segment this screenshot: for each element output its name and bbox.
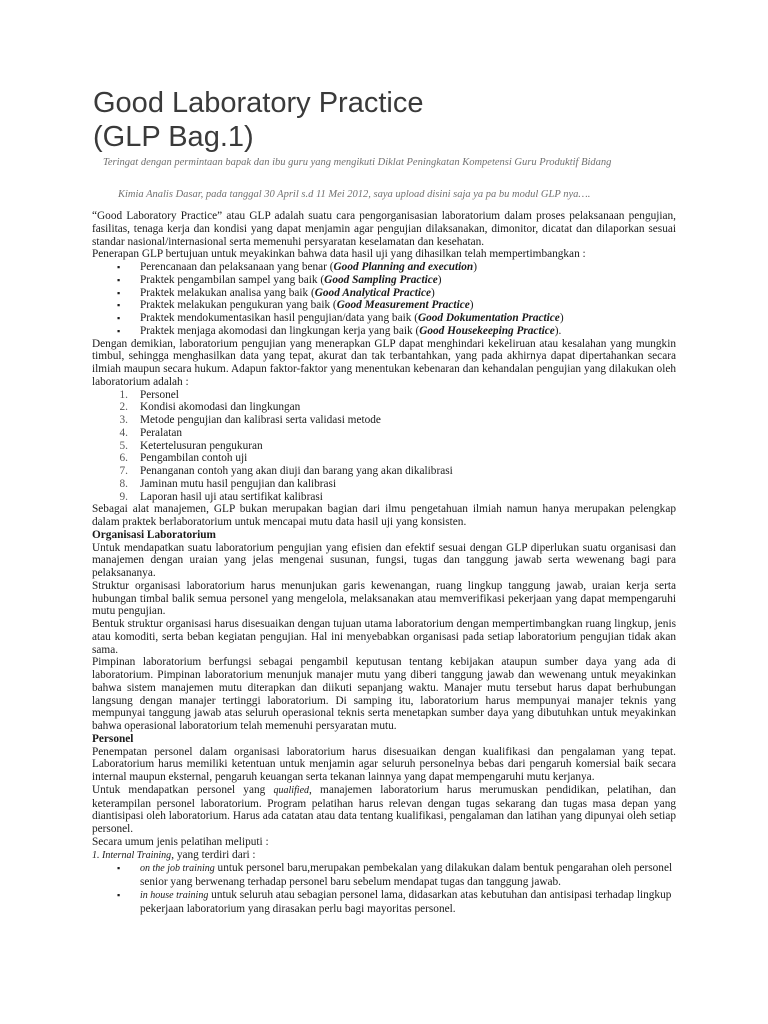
paragraph-management-tool: Sebagai alat manajemen, GLP bukan merupakan bagian dari ilmu pengetahuan ilmiah namun hanya merupakan pelengkap dalam praktek berlaboratorium untuk mencapai mutu data hasil uji yang konsisten. <box>92 503 676 528</box>
heading-organisasi: Organisasi Laboratorium <box>92 528 216 541</box>
paragraph-org-2: Struktur organisasi laboratorium harus menunjukan garis kewenangan, ruang lingkup tanggung jawab, uraian kerja serta hubungan timbal balik semua personel yang mengelola, melaksanakan atau memverifikasi pekerjaan yang dapat mempengaruhi mutu pengujian. <box>92 579 676 618</box>
training-list <box>92 862 676 915</box>
list-item: ▪ on the job training untuk personel baru,merupakan pembekalan yang dilakukan dalam bentuk pengarahan oleh personel senior yang berwenang terhadap personel baru sebelum mendapat tugas dan tanggung jawab. <box>92 862 676 889</box>
paragraph-pers-2: Untuk mendapatkan personel yang qualified, manajemen laboratorium harus merumuskan pendidikan, pelatihan, dan keterampilan personel laboratorium. Program pelatihan harus relevan dengan tugas sekarang dan tugas masa depan yang diantisipasi oleh laboratorium. Harus ada catatan atau data tentang kualifikasi, pengalaman dan latihan yang dipunyai oleh setiap personel. <box>92 783 676 835</box>
list-item: 6. Pengambilan contoh uji <box>119 452 248 465</box>
list-item: ▪ Praktek pengambilan sampel yang baik (Good Sampling Practice) <box>92 274 676 287</box>
page-title <box>93 86 423 154</box>
glp-quote: “Good Laboratory Practice” <box>92 210 223 222</box>
factors-list <box>92 389 676 504</box>
list-item: 3. Metode pengujian dan kalibrasi serta validasi metode <box>119 414 381 426</box>
paragraph-pers-1: Penempatan personel dalam organisasi laboratorium harus disesuaikan dengan kualifikasi dan pengalaman yang tepat. Laboratorium harus memiliki ketentuan untuk menjamin agar seluruh personelnya bebas dari pengaruh komersial baik secara internal maupun eksternal, pengaruh keuangan serta tekanan lainnya yang dapat mempengaruhi mutu kerjanya. <box>92 745 676 783</box>
list-item: ▪ Praktek menjaga akomodasi dan lingkungan kerja yang baik (Good Housekeeping Practice). <box>92 325 676 338</box>
paragraph-org-3: Bentuk struktur organisasi harus disesuaikan dengan tujuan utama laboratorium dengan mempertimbangkan ruang lingkup, jenis atau komoditi, serta beban kegiatan pengujian. Hal ini menyebabkan organisasi pada setiap laboratorium pengujian tidak akan sama. <box>92 618 676 656</box>
list-item: ▪ in house training untuk seluruh atau sebagian personel lama, didasarkan atas kebutuhan dan antisipasi terhadap lingkup pekerjaan laboratorium yang dirasakan perlu bagi mayoritas personel. <box>92 889 676 916</box>
principles-list <box>92 261 676 338</box>
list-item: 9. Laporan hasil uji atau sertifikat kalibrasi <box>119 490 323 503</box>
list-item: 7. Penanganan contoh yang akan diuji dan barang yang akan dikalibrasi <box>119 465 453 477</box>
paragraph-org-1: Untuk mendapatkan suatu laboratorium pengujian yang efisien dan efektif sesuai dengan GLP diperlukan suatu organisasi dan manajemen dengan uraian yang jelas mengenai susunan, fungsi, tugas dan tanggung jawab serta wewenang bagi para pelaksananya. <box>92 541 676 579</box>
intro-line-1: Teringat dengan permintaan bapak dan ibu guru yang mengikuti Diklat Peningkatan Kompetensi Guru Produktif Bidang <box>103 157 612 168</box>
paragraph-training-label: 1. Internal Training, yang terdiri dari : <box>92 848 256 861</box>
list-item: 1. Personel <box>119 388 179 401</box>
title-line-2: (GLP Bag.1) <box>93 121 254 153</box>
list-item: ▪ Praktek melakukan pengukuran yang baik (Good Measurement Practice) <box>92 299 676 312</box>
article-body <box>92 210 676 915</box>
paragraph-pers-3: Secara umum jenis pelatihan meliputi : <box>92 835 269 848</box>
list-item: 5. Ketertelusuran pengukuran <box>119 439 263 452</box>
definition-text: atau GLP adalah suatu cara pengorganisasian laboratorium dalam proses pelaksanaan pengujian, fasilitas, tenaga kerja dan kondisi yang dapat menjamin agar pengujian dilaksanakan, dimonitor, dicatat dan dilaporkan sesuai standar nasional/internasional serta memenuhi persyaratan keselamatan dan kesehatan. <box>92 210 677 248</box>
paragraph-benefits: Dengan demikian, laboratorium pengujian yang menerapkan GLP dapat menghindari kekeliruan atau kesalahan yang mungkin timbul, sehingga menghasilkan data yang tepat, akurat dan tak terbantahkan, yang pada akhirnya dapat dipertahankan secara ilmiah maupun secara hukum. Adapun faktor-faktor yang menentukan kebenaran dan kehandalan pengujian yang dilakukan oleh laboratorium adalah : <box>92 337 676 388</box>
paragraph-definition <box>92 210 676 248</box>
title-line-1: Good Laboratory Practice <box>93 87 424 119</box>
list-item: 2. Kondisi akomodasi dan lingkungan <box>119 401 301 414</box>
heading-personel: Personel <box>92 732 134 745</box>
intro-line-2: Kimia Analis Dasar, pada tanggal 30 April s.d 11 Mei 2012, saya upload disini saja ya pa bu modul GLP nya…. <box>118 189 591 200</box>
paragraph-purpose: Penerapan GLP bertujuan untuk meyakinkan bahwa data hasil uji yang dihasilkan telah mempertimbangkan : <box>92 248 586 261</box>
list-item: 4. Peralatan <box>119 426 183 439</box>
list-item: ▪ Praktek melakukan analisa yang baik (Good Analytical Practice) <box>92 287 676 300</box>
paragraph-org-4: Pimpinan laboratorium berfungsi sebagai pengambil keputusan tentang kebijakan ataupun sumber daya yang ada di laboratorium. Pimpinan laboratorium menunjuk manajer mutu yang diberi tanggung jawab dan wewenang untuk meyakinkan bahwa sistem manajemen mutu diterapkan dan diikuti sepanjang waktu. Manajer mutu tersebut harus dapat berhubungan langsung dengan manajer tertinggi laboratorium. Di samping itu, laboratorium harus mempunyai manajer teknis yang mempunyai tanggung jawab atas seluruh operasional teknis serta menetapkan sumber daya yang dibutuhkan untuk meyakinkan bahwa operasional laboratorium telah memenuhi persyaratan mutu. <box>92 656 676 732</box>
list-item: ▪ Praktek mendokumentasikan hasil pengujian/data yang baik (Good Dokumentation Practice) <box>92 312 676 325</box>
list-item: ▪ Perencanaan dan pelaksanaan yang benar (Good Planning and execution) <box>92 261 676 274</box>
list-item: 8. Jaminan mutu hasil pengujian dan kalibrasi <box>119 477 337 490</box>
